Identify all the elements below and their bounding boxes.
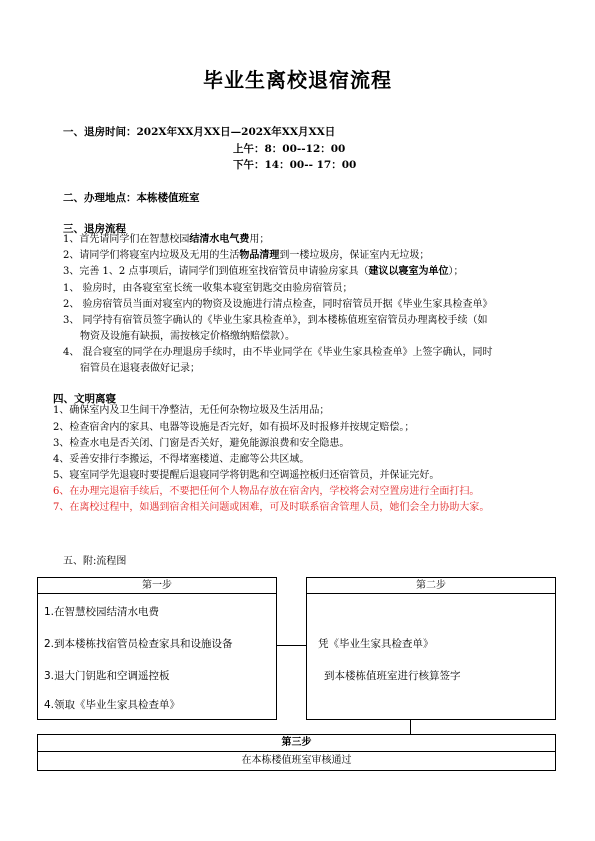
flow-step-1-box <box>37 577 277 720</box>
process-item-3-tail: ）； <box>448 266 464 277</box>
flow-step-2-box <box>306 577 556 720</box>
conduct-item-3: 3、检查水电是否关闭、门窗是否关好，避免能源浪费和安全隐患。 <box>53 438 350 449</box>
conduct-item-5: 5、寝室同学先退寝时要提醒后退寝同学将钥匙和空调遥控板归还宿管员，并保证完好。 <box>53 470 440 481</box>
section-1-label: 一、退房时间： <box>63 126 137 138</box>
page-title: 毕业生离校退宿流程 <box>203 68 392 92</box>
conduct-item-1: 1、确保室内及卫生间干净整洁，无任何杂物垃圾及生活用品； <box>53 405 330 416</box>
flow-step-1-item-4: 4.领取《毕业生家具检查单》 <box>44 699 181 711</box>
flow-step-2-title: 第二步 <box>307 578 555 594</box>
process-item-1 <box>63 232 269 248</box>
flow-step-3-text: 在本栋楼值班室审核通过 <box>241 755 352 766</box>
connector-step1-step2 <box>276 645 307 646</box>
connector-step2-step3 <box>410 720 411 734</box>
sub-step-4-cont: 宿管员在退寝表做好记录； <box>80 363 200 374</box>
conduct-item-2: 2、检查宿舍内的家具、电器等设施是否完好，如有损坏及时报修并按规定赔偿。； <box>53 422 415 433</box>
afternoon-hours: 下午：14：00-- 17：00 <box>233 159 357 171</box>
section-4-heading: 四、文明离寝 <box>53 393 116 405</box>
process-item-1-text: 1、首先请同学们在智慧校园 <box>63 234 190 245</box>
section-1-heading <box>63 124 335 139</box>
process-item-1-tail: 用； <box>249 234 270 245</box>
flow-step-3-title: 第三步 <box>38 735 555 752</box>
process-item-2-tail: 到一楼垃圾房，保证室内无垃圾； <box>279 250 430 261</box>
process-item-3 <box>63 264 463 280</box>
sub-step-1: 1、 验房时，由各寝室室长统一收集本寝室钥匙交由验房宿管员； <box>63 283 353 294</box>
conduct-item-4: 4、妥善安排行李搬运，不得堵塞楼道、走廊等公共区域。 <box>53 454 310 465</box>
flow-step-1-title: 第一步 <box>38 578 276 594</box>
flow-step-1-item-3: 3.退大门钥匙和空调遥控板 <box>44 670 170 682</box>
flow-step-3-box <box>37 734 556 771</box>
sub-step-2: 2、 验房宿管员当面对寝室内的物资及设施进行清点检查，同时宿管员开据《毕业生家具检查单》 <box>63 299 493 310</box>
flow-step-2-item-2: 到本楼栋值班室进行核算签字 <box>324 670 461 682</box>
sub-step-4: 4、 混合寝室的同学在办理退房手续时，由不毕业同学在《毕业生家具检查单》上签字确认，同时 <box>63 347 493 358</box>
process-item-3-bold: 建议以寝室为单位 <box>368 266 449 277</box>
process-item-2-bold: 物品清理 <box>239 250 280 261</box>
flow-step-1-item-1: 1.在智慧校园结清水电费 <box>44 606 160 618</box>
section-3-heading: 三、退房流程 <box>63 223 126 235</box>
flow-step-2-item-1: 凭《毕业生家具检查单》 <box>318 638 434 650</box>
conduct-item-6-warning: 6、在办理完退宿手续后，不要把任何个人物品存放在宿舍内，学校将会对空置房进行全面打扫。 <box>53 486 480 497</box>
section-5-heading: 五、附:流程图 <box>63 556 127 567</box>
sub-step-3: 3、 同学持有宿管员签字确认的《毕业生家具检查单》，到本楼栋值班室宿管员办理离校手续（如 <box>63 315 488 326</box>
morning-hours: 上午：8：00--12：00 <box>233 143 346 155</box>
process-item-2 <box>63 248 429 264</box>
checkout-dates: 202X年XX月XX日—202X年XX月XX日 <box>136 126 336 138</box>
flow-step-1-item-2: 2.到本楼栋找宿管员检查家具和设施设备 <box>44 638 233 650</box>
conduct-item-7-warning: 7、在离校过程中，如遇到宿舍相关问题或困难，可及时联系宿舍管理人员，她们会全力协助大家。 <box>53 502 490 513</box>
section-2-heading: 二、办理地点：本栋楼值班室 <box>63 192 200 204</box>
process-item-2-text: 2、请同学们将寝室内垃圾及无用的生活 <box>63 250 240 261</box>
sub-step-3-cont: 物资及设施有缺损，需按核定价格缴纳赔偿款）。 <box>80 331 295 342</box>
process-item-1-bold: 结清水电气费 <box>189 234 250 245</box>
process-item-3-text: 3、完善 1、2 点事项后，请同学们到值班室找宿管员申请验房家具（ <box>63 266 369 277</box>
